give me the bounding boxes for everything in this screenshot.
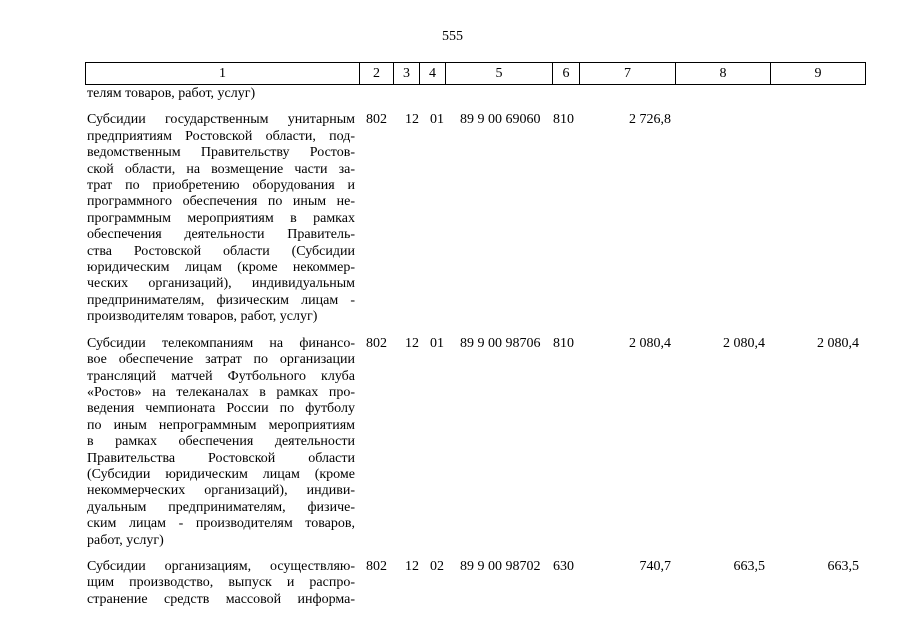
- description-line: предприятиям Ростовской области, под-: [87, 128, 355, 144]
- description-line: ведомственным Правительству Ростов-: [87, 145, 355, 161]
- cell-amount-col7: 2 080,4: [629, 335, 671, 351]
- description-line: трансляций матчей Футбольного клуба: [87, 368, 355, 384]
- cell-amount-col7: 2 726,8: [629, 112, 671, 128]
- column-header-9: 9: [771, 63, 866, 85]
- table-row: [87, 559, 867, 608]
- column-header-4: 4: [420, 63, 446, 85]
- cell-amount-col8: 2 080,4: [723, 335, 765, 351]
- cell-target-article: 89 9 00 69060: [460, 112, 541, 128]
- column-header-5: 5: [446, 63, 553, 85]
- description-line: Субсидии организациям, осуществляю-: [87, 558, 355, 574]
- description-line: некоммерческих организаций), индиви-: [87, 483, 355, 499]
- row-description: [87, 559, 355, 608]
- cell-amount-col7: 740,7: [639, 558, 671, 574]
- cell-amount-col9: 663,5: [827, 558, 859, 574]
- description-line: программным мероприятиям в рамках: [87, 210, 355, 226]
- description-line: «Ростов» на телеканалах в рамках про-: [87, 384, 355, 400]
- description-line: юридическим лицам (кроме некоммер-: [87, 260, 355, 276]
- description-line: в рамках обеспечения деятельности: [87, 434, 355, 450]
- cell-ministry-code: 802: [366, 335, 387, 351]
- column-header-3: 3: [394, 63, 420, 85]
- cell-section: 12: [405, 558, 419, 574]
- cell-subsection: 02: [430, 558, 444, 574]
- description-line: ской области, на возмещение части за-: [87, 161, 355, 177]
- description-line: ства Ростовской области (Субсидии: [87, 243, 355, 259]
- column-header-2: 2: [360, 63, 394, 85]
- cell-target-article: 89 9 00 98702: [460, 558, 541, 574]
- description-line: Субсидии телекомпаниям на финансо-: [87, 335, 355, 351]
- description-line: щим производство, выпуск и распро-: [87, 575, 355, 591]
- description-line: работ, услуг): [87, 532, 164, 548]
- cell-target-article: 89 9 00 98706: [460, 335, 541, 351]
- column-header-table: [85, 62, 866, 85]
- cell-section: 12: [405, 335, 419, 351]
- table-body: [87, 86, 867, 608]
- description-line: Субсидии государственным унитарным: [87, 112, 355, 128]
- description-line: предпринимателям, физическим лицам -: [87, 292, 355, 308]
- column-header-6: 6: [553, 63, 580, 85]
- description-line: вое обеспечение затрат по организации: [87, 352, 355, 368]
- cell-ministry-code: 802: [366, 558, 387, 574]
- column-header-8: 8: [676, 63, 771, 85]
- description-line: дуальным предпринимателям, физиче-: [87, 499, 355, 515]
- description-line: странение средств массовой информа-: [87, 591, 355, 607]
- description-line: ведения чемпионата России по футболу: [87, 401, 355, 417]
- cell-subsection: 01: [430, 112, 444, 128]
- cell-amount-col9: 2 080,4: [817, 335, 859, 351]
- table-row: [87, 112, 867, 325]
- table-row: [87, 336, 867, 549]
- row-description: [87, 336, 355, 549]
- cell-section: 12: [405, 112, 419, 128]
- row-description: [87, 112, 355, 325]
- description-line: программного обеспечения по иным не-: [87, 194, 355, 210]
- cell-ministry-code: 802: [366, 112, 387, 128]
- cell-expense-type: 810: [553, 335, 574, 351]
- cell-subsection: 01: [430, 335, 444, 351]
- description-line: ческих организаций), индивидуальным: [87, 276, 355, 292]
- page-number: 555: [442, 29, 463, 44]
- description-line: обеспечения деятельности Правитель-: [87, 227, 355, 243]
- description-line: (Субсидии юридическим лицам (кроме: [87, 466, 355, 482]
- description-line: по иным непрограммным мероприятиям: [87, 417, 355, 433]
- description-line: ским лицам - производителям товаров,: [87, 516, 355, 532]
- column-header-1: 1: [86, 63, 360, 85]
- cell-expense-type: 630: [553, 558, 574, 574]
- cell-amount-col8: 663,5: [733, 558, 765, 574]
- description-line: производителям товаров, работ, услуг): [87, 309, 318, 325]
- column-header-row: [86, 63, 866, 85]
- cell-expense-type: 810: [553, 112, 574, 128]
- description-line: Правительства Ростовской области: [87, 450, 355, 466]
- description-line: трат по приобретению оборудования и: [87, 178, 355, 194]
- column-header-7: 7: [580, 63, 676, 85]
- continuation-text: телям товаров, работ, услуг): [87, 86, 256, 101]
